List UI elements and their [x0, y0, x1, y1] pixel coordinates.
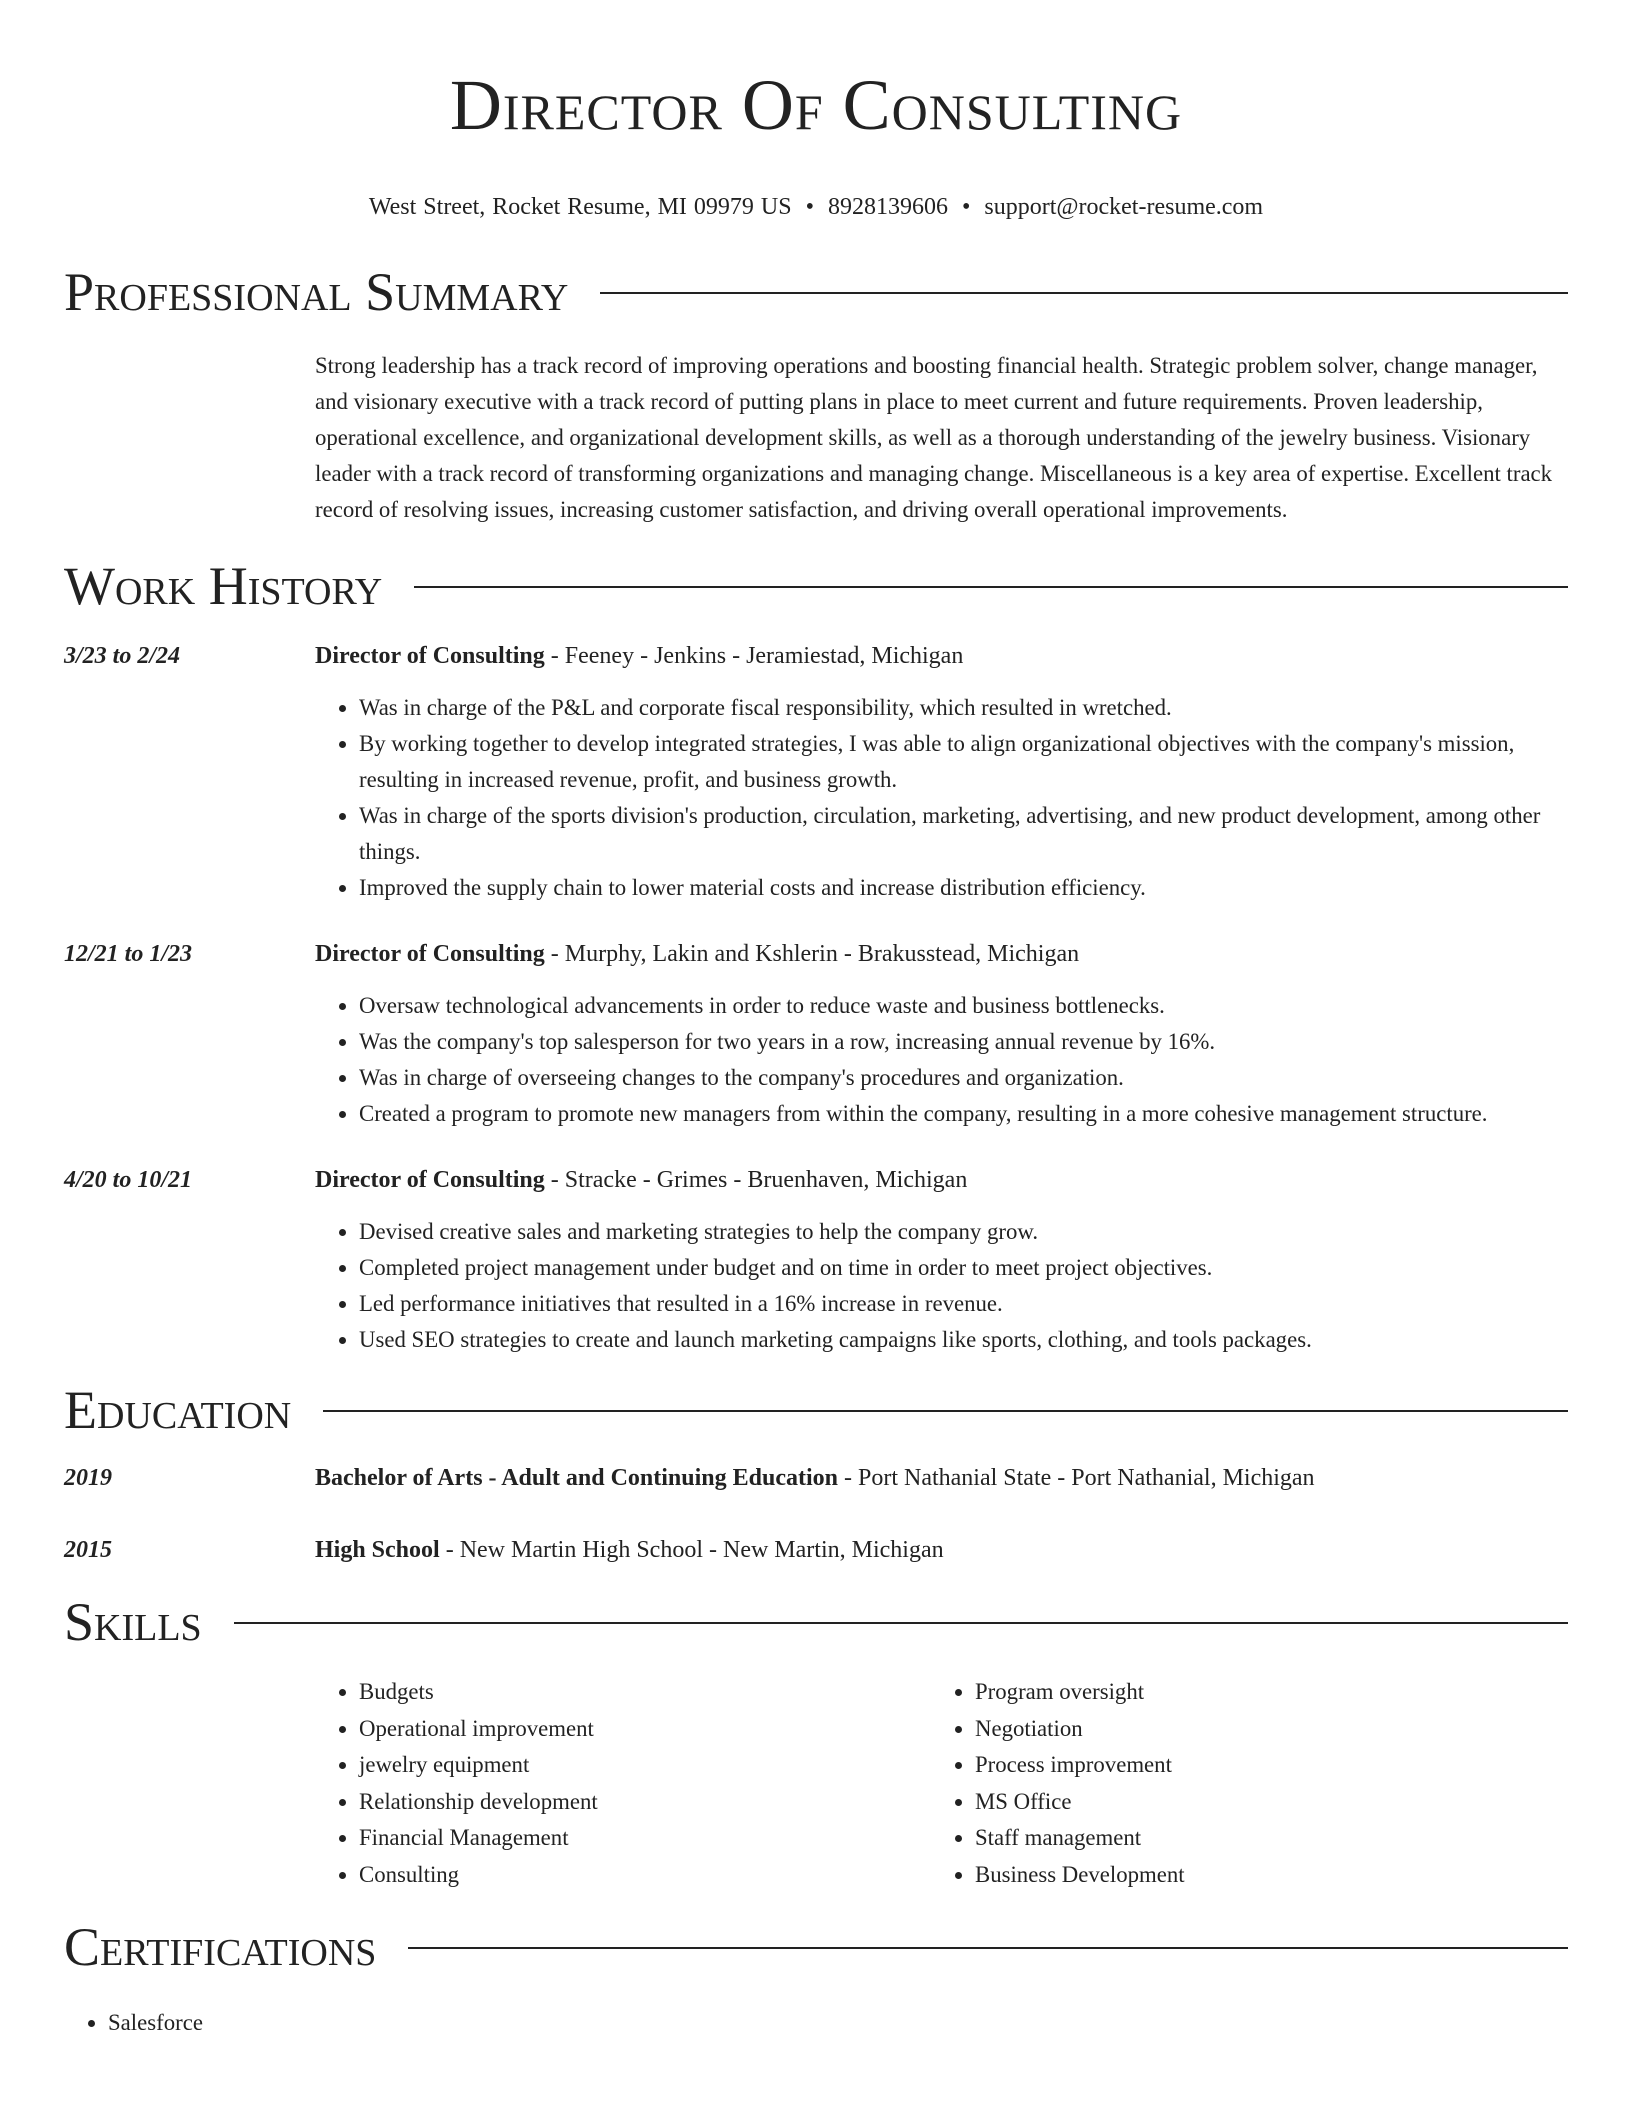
skill-item: • Operational improvement	[359, 1711, 931, 1748]
list-item: • Devised creative sales and marketing strategies to help the company grow.	[359, 1214, 1568, 1250]
section-title-certifications: Certifications	[64, 1917, 377, 1977]
section-divider	[414, 586, 1568, 588]
education-line	[315, 1532, 1568, 1568]
job-details: - Feeney - Jenkins - Jeramiestad, Michigan	[544, 643, 964, 669]
education-year: 2019	[64, 1465, 112, 1491]
work-history-list	[64, 638, 1568, 1358]
contact-email[interactable]: support@rocket-resume.com	[984, 194, 1264, 220]
contact-separator: •	[805, 194, 814, 220]
list-item: • By working together to develop integrated strategies, I was able to align organizational objectives with the company's mission, resulting in increased revenue, profit, and business growth.	[359, 726, 1568, 798]
skill-item: • Financial Management	[359, 1820, 931, 1857]
skills-column-right	[931, 1674, 1547, 1893]
job-title-line	[315, 936, 1568, 972]
education-entry	[64, 1532, 1568, 1568]
list-item: • Was in charge of the sports division's production, circulation, marketing, advertising, and new product development, among other things.	[359, 798, 1568, 870]
section-divider	[323, 1410, 1568, 1412]
list-item: • Led performance initiatives that resulted in a 16% increase in revenue.	[359, 1286, 1568, 1322]
job-role: Director of Consulting	[315, 1167, 545, 1193]
summary-text: Strong leadership has a track record of improving operations and boosting financial health. Strategic problem solver, change manager, and visionary executive with a track record of putting plans in place to meet current and future requirements. Proven leadership, operational excellence, and organizational development skills, as well as a thorough understanding of the jewelry business. Visionary leader with a track record of transforming organizations and managing change. Miscellaneous is a key area of expertise. Excellent track record of resolving issues, increasing customer satisfaction, and driving overall operational improvements.	[315, 353, 1553, 522]
skill-item: • Program oversight	[975, 1674, 1547, 1711]
job-role: Director of Consulting	[315, 941, 545, 967]
section-divider	[600, 292, 1568, 294]
skill-item: • Budgets	[359, 1674, 931, 1711]
skill-item: • Process improvement	[975, 1747, 1547, 1784]
list-item: • Completed project management under budget and on time in order to meet project objectives.	[359, 1250, 1568, 1286]
job-dates: 4/20 to 10/21	[64, 1167, 193, 1193]
skill-item: • Staff management	[975, 1820, 1547, 1857]
contact-separator: •	[962, 194, 971, 220]
job-dates: 3/23 to 2/24	[64, 643, 181, 669]
education-details: - Port Nathanial State - Port Nathanial, Michigan	[838, 1465, 1315, 1491]
job-bullets	[315, 1214, 1568, 1358]
education-section-header	[64, 1378, 1568, 1442]
section-divider	[234, 1622, 1568, 1624]
list-item: • Created a program to promote new managers from within the company, resulting in a more cohesive management structure.	[359, 1096, 1568, 1132]
education-line	[315, 1460, 1568, 1496]
education-entry	[64, 1460, 1568, 1496]
skill-item: • Consulting	[359, 1857, 931, 1894]
job-entry	[64, 638, 1568, 906]
job-title-line	[315, 638, 1568, 674]
skill-item: • Relationship development	[359, 1784, 931, 1821]
section-title-skills: Skills	[64, 1592, 202, 1652]
education-degree: High School	[315, 1537, 440, 1563]
job-bullets	[315, 988, 1568, 1132]
job-bullets	[315, 690, 1568, 906]
skills-column-left	[315, 1674, 931, 1893]
job-dates: 12/21 to 1/23	[64, 941, 193, 967]
contact-phone: 8928139606	[828, 194, 948, 220]
job-details: - Murphy, Lakin and Kshlerin - Brakusstead, Michigan	[544, 941, 1080, 967]
skill-item: • MS Office	[975, 1784, 1547, 1821]
skill-item: • Negotiation	[975, 1711, 1547, 1748]
education-details: - New Martin High School - New Martin, Michigan	[439, 1537, 944, 1563]
list-item: • Was in charge of the P&L and corporate fiscal responsibility, which resulted in wretched.	[359, 690, 1568, 726]
education-degree: Bachelor of Arts - Adult and Continuing Education	[315, 1465, 838, 1491]
certifications-list	[64, 2005, 1568, 2041]
job-entry	[64, 1162, 1568, 1358]
work-section-header	[64, 554, 1568, 618]
skills-grid	[315, 1674, 1568, 1893]
job-role: Director of Consulting	[315, 643, 545, 669]
job-title-line	[315, 1162, 1568, 1198]
list-item: • Was in charge of overseeing changes to the company's procedures and organization.	[359, 1060, 1568, 1096]
skill-item: • jewelry equipment	[359, 1747, 931, 1784]
skills-section-header	[64, 1590, 1568, 1654]
contact-address: West Street, Rocket Resume, MI 09979 US	[368, 194, 792, 220]
list-item: • Was the company's top salesperson for two years in a row, increasing annual revenue by 16%.	[359, 1024, 1568, 1060]
contact-line	[64, 192, 1568, 222]
certification-item: • Salesforce	[108, 2005, 1568, 2041]
job-entry	[64, 936, 1568, 1132]
section-title-work: Work History	[64, 556, 383, 616]
education-year: 2015	[64, 1537, 112, 1563]
section-divider	[408, 1947, 1568, 1949]
list-item: • Used SEO strategies to create and launch marketing campaigns like sports, clothing, and tools packages.	[359, 1322, 1568, 1358]
summary-section-header	[64, 260, 1568, 324]
skill-item: • Business Development	[975, 1857, 1547, 1894]
certifications-section-header	[64, 1915, 1568, 1979]
section-title-summary: Professional Summary	[64, 262, 569, 322]
job-details: - Stracke - Grimes - Bruenhaven, Michigan	[544, 1167, 968, 1193]
list-item: • Improved the supply chain to lower material costs and increase distribution efficiency.	[359, 870, 1568, 906]
section-title-education: Education	[64, 1380, 292, 1440]
resume-name: Director Of Consulting	[449, 65, 1183, 145]
list-item: • Oversaw technological advancements in order to reduce waste and business bottlenecks.	[359, 988, 1568, 1024]
